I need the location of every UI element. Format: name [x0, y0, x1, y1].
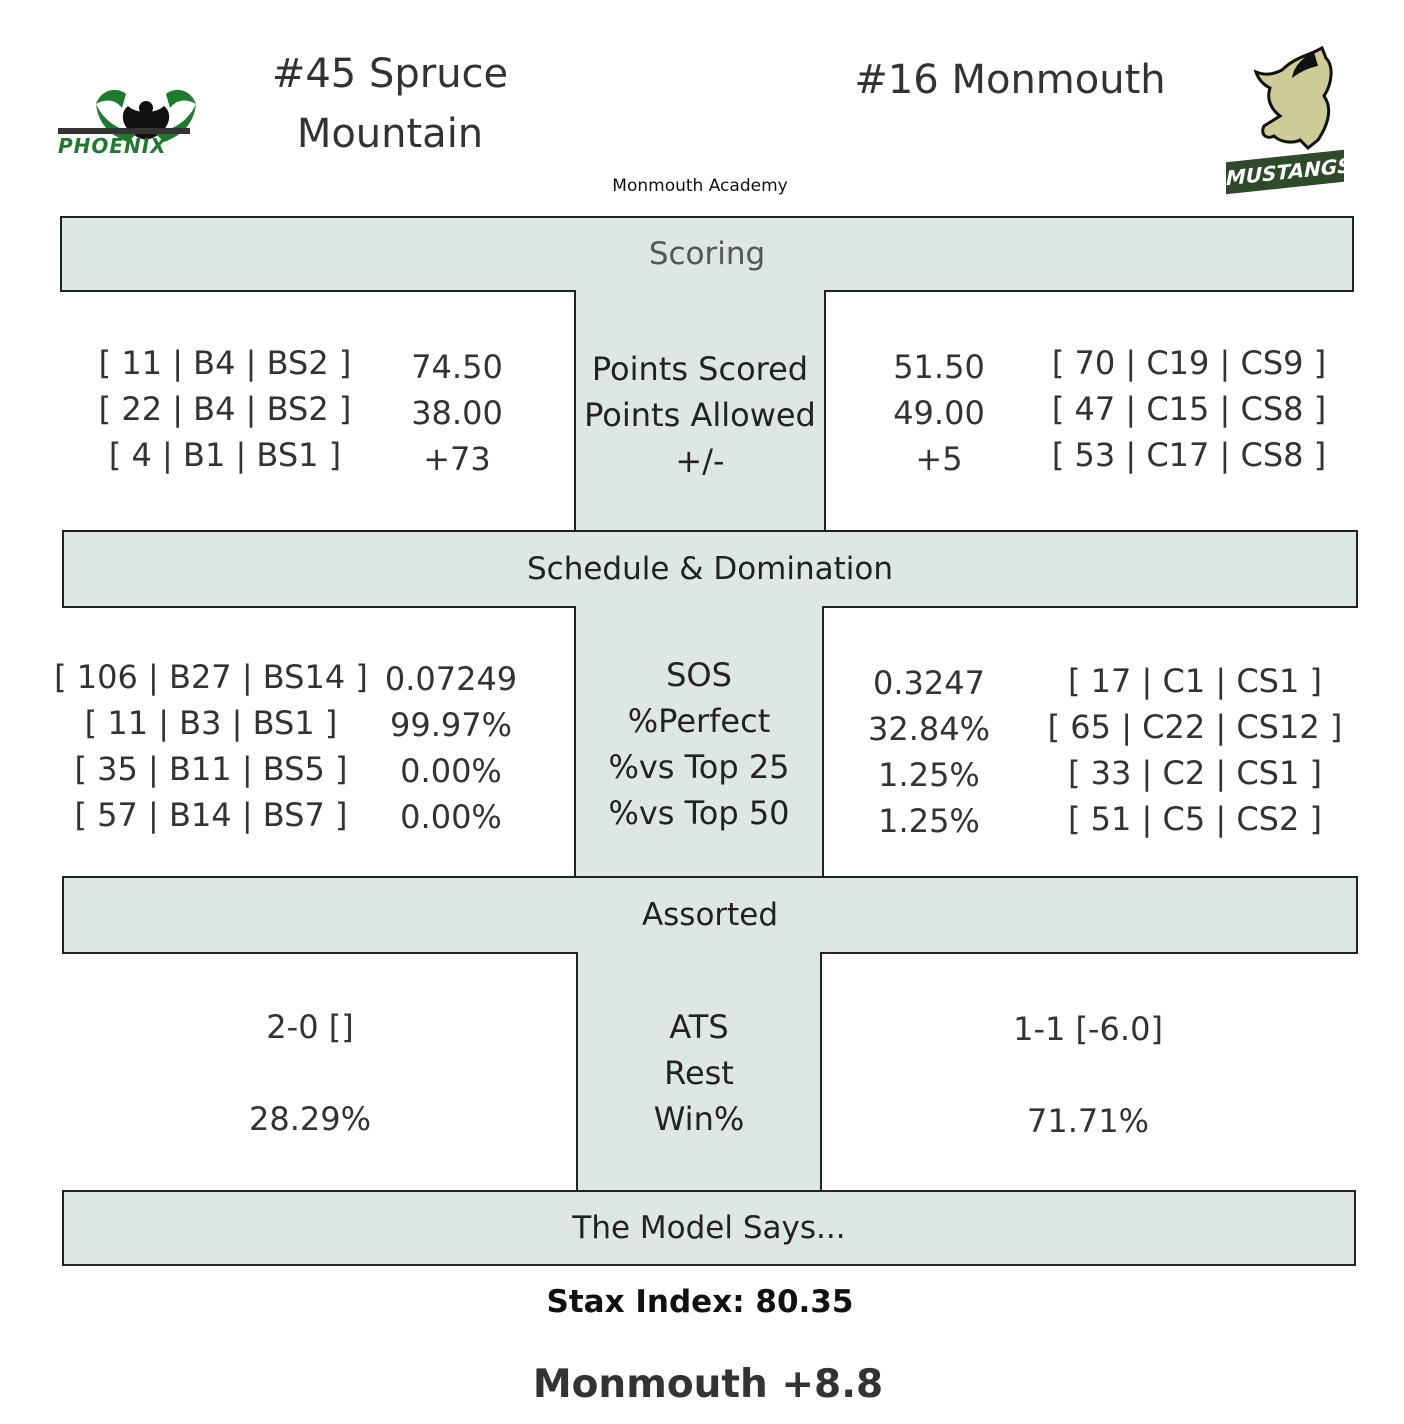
scoring-right-values — [872, 344, 1006, 482]
scoring-labels — [576, 346, 824, 484]
scoring-title: Scoring — [648, 236, 766, 272]
phoenix-logo-text: PHOENIX — [58, 134, 167, 158]
list-item: [ 33 | C2 | CS1 ] — [1068, 754, 1322, 792]
list-item: 38.00 — [411, 394, 503, 432]
assorted-header — [62, 876, 1358, 954]
list-item: [ 53 | C17 | CS8 ] — [1051, 436, 1327, 474]
assorted-title: Assorted — [641, 897, 779, 933]
schedule-left-values — [376, 656, 526, 840]
assorted-right-win: 71.71% — [1026, 1102, 1149, 1140]
schedule-title: Schedule & Domination — [526, 551, 893, 587]
schedule-header — [62, 530, 1358, 608]
venue-label: Monmouth Academy — [612, 176, 788, 196]
list-item: [ 22 | B4 | BS2 ] — [98, 390, 352, 428]
list-item: Points Scored — [591, 350, 809, 388]
list-item: [ 17 | C1 | CS1 ] — [1068, 662, 1322, 700]
schedule-left-ranks — [46, 654, 376, 838]
list-item: Win% — [653, 1100, 745, 1138]
list-item: Rest — [664, 1054, 734, 1092]
list-item: [ 106 | B27 | BS14 ] — [54, 658, 368, 696]
scoring-header — [60, 216, 1354, 292]
list-item: [ 11 | B4 | BS2 ] — [98, 344, 352, 382]
schedule-right-ranks — [1030, 658, 1360, 842]
list-item: +73 — [423, 440, 491, 478]
list-item: 74.50 — [411, 348, 503, 386]
list-item: 1.25% — [878, 802, 980, 840]
model-title: The Model Says... — [572, 1210, 846, 1246]
list-item: [ 57 | B14 | BS7 ] — [74, 796, 348, 834]
list-item: 99.97% — [389, 706, 512, 744]
scoring-right-ranks — [1024, 340, 1354, 478]
schedule-right-values — [854, 660, 1004, 844]
list-item: 0.3247 — [873, 664, 985, 702]
list-item: 49.00 — [893, 394, 985, 432]
left-team-title-line2: Mountain — [296, 111, 484, 157]
list-item: 0.07249 — [384, 660, 518, 698]
schedule-labels — [576, 652, 822, 836]
list-item: +/- — [675, 442, 725, 480]
list-item: %Perfect — [627, 702, 771, 740]
scoring-left-values — [390, 344, 524, 482]
phoenix-logo — [56, 86, 206, 158]
mustangs-logo-text: MUSTANGS — [1226, 150, 1344, 194]
model-header — [62, 1190, 1356, 1266]
stax-index: Stax Index: 80.35 — [546, 1284, 854, 1320]
assorted-right-ats: 1-1 [-6.0] — [1013, 1010, 1163, 1048]
list-item: +5 — [915, 440, 963, 478]
left-team-title-line1: #45 Spruce — [271, 51, 509, 97]
list-item: [ 70 | C19 | CS9 ] — [1051, 344, 1327, 382]
list-item: [ 65 | C22 | CS12 ] — [1047, 708, 1343, 746]
model-pick: Monmouth +8.8 — [532, 1362, 884, 1407]
assorted-left-win: 28.29% — [248, 1100, 371, 1138]
list-item: [ 51 | C5 | CS2 ] — [1068, 800, 1322, 838]
list-item: SOS — [666, 656, 732, 694]
list-item: 1.25% — [878, 756, 980, 794]
list-item: 0.00% — [400, 798, 502, 836]
list-item: 0.00% — [400, 752, 502, 790]
list-item: [ 47 | C15 | CS8 ] — [1051, 390, 1327, 428]
list-item: %vs Top 50 — [608, 794, 790, 832]
list-item: 32.84% — [867, 710, 990, 748]
list-item: 51.50 — [893, 348, 985, 386]
assorted-left-ats: 2-0 [] — [266, 1008, 354, 1046]
list-item: %vs Top 25 — [608, 748, 790, 786]
scoring-left-ranks — [60, 340, 390, 478]
assorted-labels — [578, 1004, 820, 1142]
list-item: [ 35 | B11 | BS5 ] — [74, 750, 348, 788]
list-item: Points Allowed — [584, 396, 816, 434]
list-item: [ 4 | B1 | BS1 ] — [108, 436, 342, 474]
right-team-title: #16 Monmouth — [854, 57, 1166, 103]
list-item: ATS — [669, 1008, 729, 1046]
list-item: [ 11 | B3 | BS1 ] — [84, 704, 338, 742]
mustangs-logo — [1222, 44, 1352, 194]
left-team-title — [240, 44, 540, 164]
